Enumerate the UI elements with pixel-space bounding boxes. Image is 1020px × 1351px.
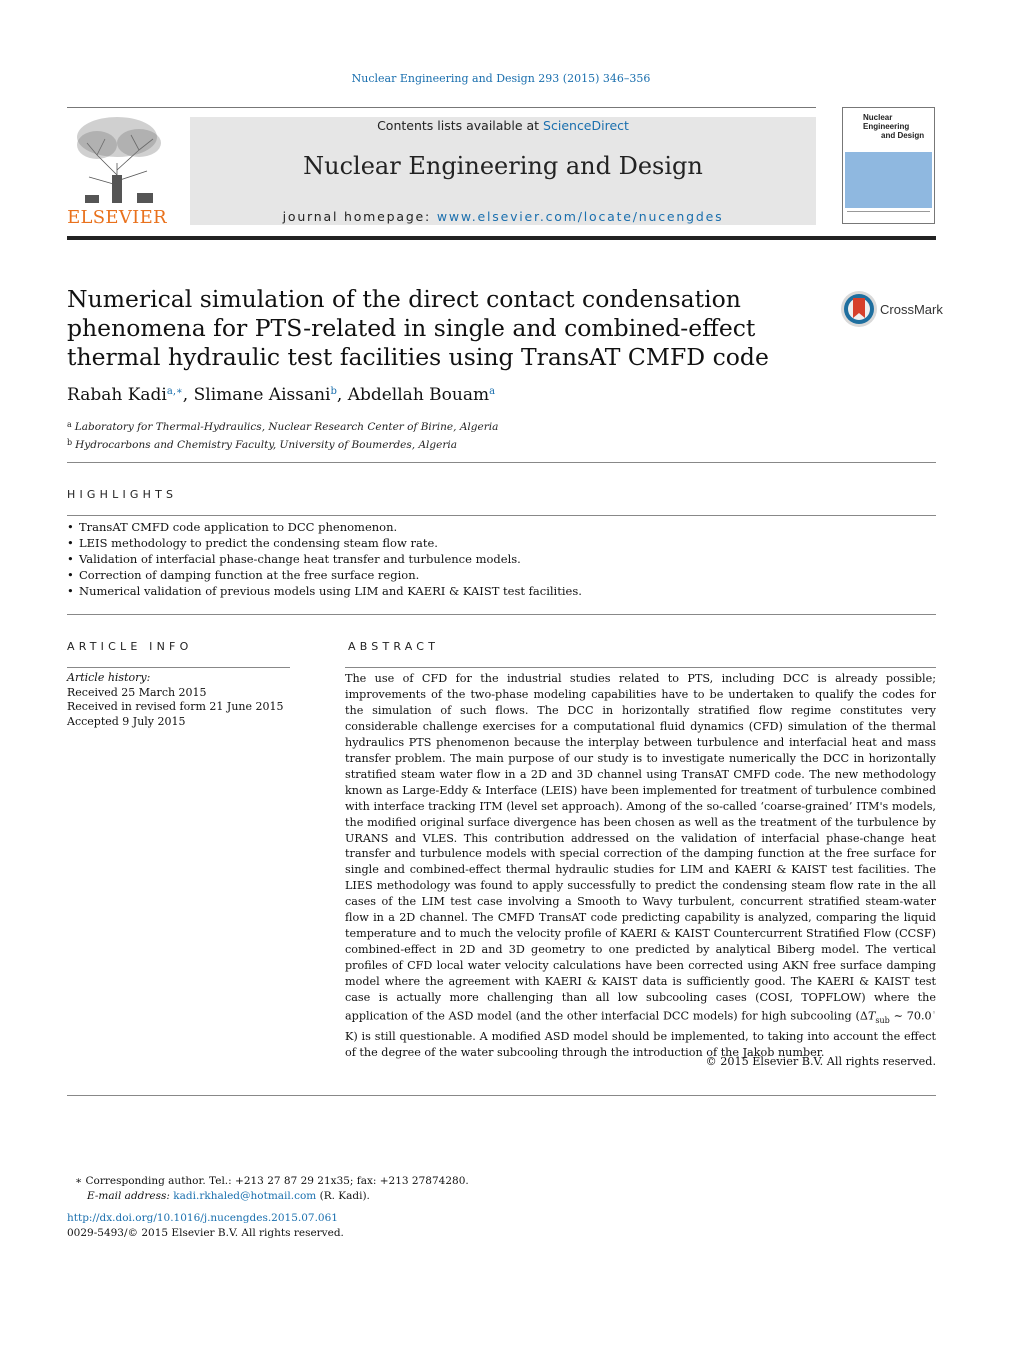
corresponding-author-footnote <box>75 1174 469 1204</box>
author-name[interactable]: Rabah Kadi <box>67 385 167 405</box>
history-label: Article history: <box>67 671 151 684</box>
article-info-heading: ARTICLE INFO <box>67 640 193 653</box>
contents-line <box>190 118 816 133</box>
affiliation-key: a <box>67 420 72 429</box>
journal-reference[interactable]: Nuclear Engineering and Design 293 (2015) 346–356 <box>351 72 651 85</box>
divider <box>67 462 936 463</box>
header-top-rule <box>67 107 816 108</box>
accepted-date: Accepted 9 July 2015 <box>67 714 186 728</box>
affiliation-item <box>67 417 498 435</box>
cover-image-band <box>845 152 932 208</box>
elsevier-wordmark: ELSEVIER <box>67 207 167 228</box>
author-affiliation-mark[interactable]: a,∗ <box>166 386 183 397</box>
author-name[interactable]: Abdellah Bouam <box>347 385 490 405</box>
corresponding-author-contact: ∗ Corresponding author. Tel.: +213 27 87 29 21x35; fax: +213 27874280. <box>75 1175 469 1187</box>
cover-title-line1: Nuclear Engineering <box>863 113 910 131</box>
elsevier-logo <box>67 115 167 228</box>
divider <box>345 667 936 668</box>
homepage-link[interactable]: www.elsevier.com/locate/nucengdes <box>436 209 724 224</box>
elsevier-tree-icon <box>67 115 167 207</box>
journal-header-band <box>190 117 816 225</box>
journal-cover-thumbnail[interactable] <box>842 107 935 224</box>
affiliation-key: b <box>67 438 73 447</box>
author-name[interactable]: Slimane Aissani <box>193 385 331 405</box>
article-title: Numerical simulation of the direct contact condensation phenomena for PTS-related in single and combined-effect thermal hydraulic test facilities using TransAT CMFD code <box>67 285 769 371</box>
divider <box>67 515 936 516</box>
highlight-item: • LEIS methodology to predict the condensing steam flow rate. <box>67 535 582 551</box>
abstract-text <box>345 671 936 1061</box>
divider <box>67 614 936 615</box>
divider <box>67 1095 936 1096</box>
author-affiliation-mark[interactable]: a <box>489 386 496 397</box>
divider <box>67 667 290 668</box>
abstract-text-part2: K) is still questionable. A modified ASD model should be implemented, to taking into account the effect of the degree of the water subcooling through the introduction of the Jakob number. <box>345 1029 936 1059</box>
homepage-line <box>190 209 816 224</box>
email-label: E-mail address: <box>87 1190 174 1202</box>
abstract-text-part1: The use of CFD for the industrial studies related to PTS, including DCC is already possible; improvements of the two-phase modeling capabilities have to be undertaken to qualify the codes for the simulation of such flows. The DCC in horizontally stratified flow regime constitutes very considerable challenge exercises for a computational fluid dynamics (CFD) simulation of the thermal hydraulics PTS phenomenon because the interplay between turbulence and interfacial heat and mass transfer problem. The main purpose of our study is to investigate numerically the DCC in horizontally stratified steam water flow in a 2D and 3D channel using TransAT CMFD code. The new methodology known as Large-Eddy & Interface (LEIS) have been implemented for treatment of turbulence combined with interface tracking ITM (level set approach). Among of the so-called ‘coarse-grained’ ITM's models, the modified original surface divergence has been chosen as well as the treatment of the turbulence by URANS and VLES. This contribution addressed on the validation of interfacial phase-change heat transfer and turbulence models with special correction of the damping function at the free surface for single and combined-effect thermal hydraulic studies for LIM and KAERI & KAIST test facilities. The LIES methodology was found to apply successfully to predict the condensing steam flow rate in the all cases of the LIM test case involving a Smooth to Wavy turbulent, concurrent stratified steam-water flow in a 2D channel. The CMFD TransAT code predicting capability is analyzed, comparing the liquid temperature and to much the velocity profile of KAERI & KAIST Countercurrent Stratified Flow (CCSF) combined-effect in 2D and 3D geometry to one predicted by analytical Biberg model. The vertical profiles of CFD local water velocity calculations have been corrected using AKN free surface damping model where the agreement with KAERI & KAIST data is sufficiently good. The KAERI & KAIST test case is actually more challenging than all low subcooling cases (COSI, TOPFLOW) where the application of the ASD model (and the other interfacial DCC models) for high subcooling (Δ <box>345 672 936 1023</box>
author-affiliation-mark[interactable]: b <box>330 386 337 397</box>
affiliation-text: Hydrocarbons and Chemistry Faculty, University of Boumerdes, Algeria <box>75 439 457 451</box>
received-date: Received 25 March 2015 <box>67 685 207 699</box>
highlight-item: • Numerical validation of previous models using LIM and KAERI & KAIST test facilities. <box>67 583 582 599</box>
affiliation-text: Laboratory for Thermal-Hydraulics, Nuclear Research Center of Birine, Algeria <box>74 421 499 433</box>
journal-title[interactable]: Nuclear Engineering and Design <box>303 152 703 180</box>
delta-t-symbol: T <box>867 1009 876 1023</box>
degree-symbol: ◦ <box>931 1009 936 1018</box>
homepage-prefix: journal homepage: <box>282 209 437 224</box>
email-line <box>75 1189 469 1204</box>
header-thick-rule <box>67 236 936 240</box>
highlight-item: • Correction of damping function at the free surface region. <box>67 567 582 583</box>
cover-title <box>863 113 934 140</box>
cover-footer <box>847 211 930 220</box>
author-list: Rabah Kadi$^{a,∗}$, Slimane Aissani$^b$, Abdellah Bouam$^a$ <box>67 385 496 405</box>
abstract-approx-value: ∼ 70.0 <box>889 1009 932 1023</box>
contents-prefix: Contents lists available at <box>377 118 544 133</box>
highlight-item: • Validation of interfacial phase-change heat transfer and turbulence models. <box>67 551 582 567</box>
doi-link[interactable]: http://dx.doi.org/10.1016/j.nucengdes.2015.07.061 <box>67 1212 338 1224</box>
revised-date: Received in revised form 21 June 2015 <box>67 700 284 713</box>
affiliations <box>67 417 498 453</box>
sciencedirect-link[interactable]: ScienceDirect <box>543 118 629 133</box>
cover-title-line2: and Design <box>881 131 925 140</box>
email-link[interactable]: kadi.rkhaled@hotmail.com <box>173 1190 317 1202</box>
email-suffix: (R. Kadi). <box>316 1190 370 1202</box>
delta-t-subscript: sub <box>875 1015 890 1025</box>
abstract-copyright: © 2015 Elsevier B.V. All rights reserved. <box>705 1055 936 1068</box>
highlights-list <box>67 519 582 599</box>
crossmark-icon <box>840 290 878 328</box>
highlight-item: • TransAT CMFD code application to DCC phenomenon. <box>67 519 582 535</box>
article-history <box>67 671 284 729</box>
footer-doi <box>67 1211 344 1241</box>
crossmark-label: CrossMark <box>880 302 943 317</box>
crossmark-badge[interactable] <box>840 290 943 330</box>
highlights-heading: HIGHLIGHTS <box>67 488 178 501</box>
affiliation-item <box>67 435 498 453</box>
issn-copyright: 0029-5493/© 2015 Elsevier B.V. All rights reserved. <box>67 1227 344 1239</box>
abstract-heading: ABSTRACT <box>348 640 440 653</box>
